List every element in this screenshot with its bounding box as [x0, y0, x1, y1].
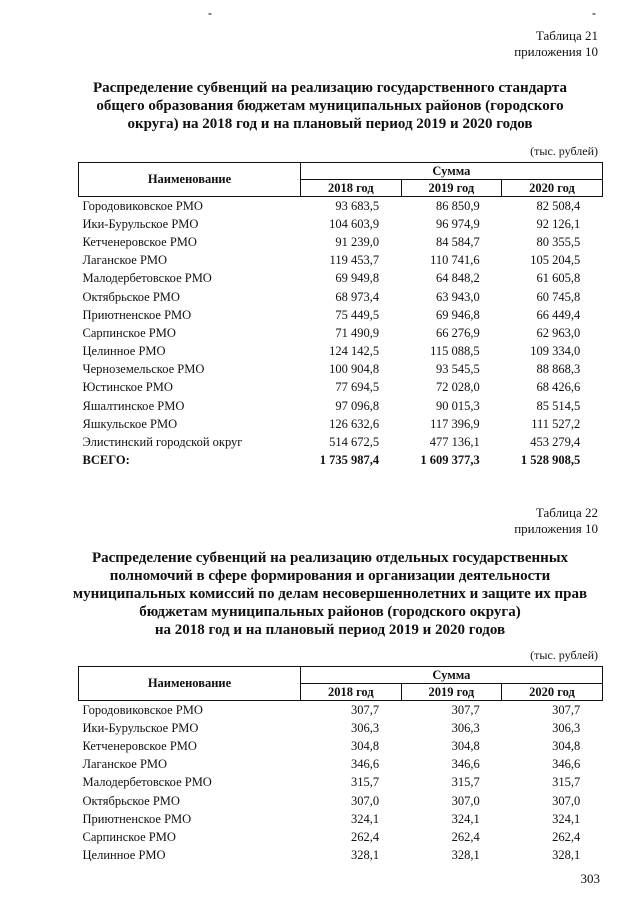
value-2020-cell: 304,8 — [552, 738, 581, 753]
row-name-cell: Малодербетовское РМО — [82, 271, 212, 286]
top-mark-left: - — [208, 6, 212, 20]
value-2018-cell: 306,3 — [350, 720, 380, 735]
value-2019-cell: 307,7 — [451, 702, 480, 717]
value-2019-cell: 66 276,9 — [435, 325, 480, 340]
value-2018-cell: 104 603,9 — [329, 216, 380, 231]
total-row — [79, 452, 603, 470]
value-2018-cell: 514 672,5 — [329, 435, 380, 450]
value-2019-cell: 86 850,9 — [435, 198, 480, 213]
name-column-header: Наименование — [79, 163, 301, 197]
table21-title-line: общего образования бюджетам муниципальных районов (городского — [96, 98, 564, 114]
value-2019-cell: 1 609 377,3 — [420, 453, 480, 468]
value-2018-cell: 307,7 — [350, 702, 380, 717]
value-2020-cell: 453 279,4 — [530, 435, 581, 450]
row-name-cell: Ики-Бурульское РМО — [82, 216, 199, 231]
value-2020-cell: 111 527,2 — [531, 416, 581, 431]
table-row — [79, 215, 603, 233]
table-row — [79, 324, 603, 342]
table-row — [79, 701, 603, 720]
table-row — [79, 397, 603, 415]
value-2020-cell: 262,4 — [552, 829, 581, 844]
value-2019-cell: 69 946,8 — [435, 307, 480, 322]
value-2018-cell: 315,7 — [350, 775, 380, 790]
value-2018-cell: 1 735 987,4 — [319, 453, 380, 468]
table-row — [79, 379, 603, 397]
row-name-cell: Лаганское РМО — [82, 757, 168, 772]
row-name-cell: Яшалтинское РМО — [82, 398, 185, 413]
value-2019-cell: 90 015,3 — [435, 398, 480, 413]
page-number: 303 — [580, 871, 600, 886]
table-row — [79, 233, 603, 251]
table-row — [79, 252, 603, 270]
table21-appendix: приложения 10 — [514, 44, 598, 59]
year-2018-header: 2018 год — [301, 684, 402, 701]
value-2018-cell: 77 694,5 — [335, 380, 380, 395]
value-2020-cell: 88 868,3 — [536, 362, 581, 377]
value-2020-cell: 315,7 — [552, 775, 581, 790]
row-name-cell: Целинное РМО — [82, 344, 166, 359]
table-row — [79, 361, 603, 379]
value-2019-cell: 324,1 — [451, 811, 480, 826]
row-name-cell: Кетченеровское РМО — [82, 234, 197, 249]
row-name-cell: Приютненское РМО — [82, 811, 192, 826]
value-2018-cell: 124 142,5 — [329, 344, 380, 359]
value-2018-cell: 75 449,5 — [335, 307, 380, 322]
table-row — [79, 828, 603, 846]
table-row — [79, 415, 603, 433]
table22-number: Таблица 22 — [535, 505, 598, 520]
table22-title-line: полномочий в сфере формирования и организации деятельности — [109, 568, 551, 584]
table-row — [79, 197, 603, 216]
value-2020-cell: 306,3 — [552, 720, 581, 735]
value-2018-cell: 328,1 — [350, 848, 380, 863]
value-2020-cell: 60 745,8 — [536, 289, 581, 304]
sum-column-header: Сумма — [301, 667, 603, 684]
table22-title — [60, 549, 600, 639]
value-2019-cell: 63 943,0 — [435, 289, 480, 304]
row-name-cell: Октябрьское РМО — [82, 289, 180, 304]
value-2018-cell: 93 683,5 — [335, 198, 380, 213]
year-2019-header: 2019 год — [401, 180, 502, 197]
value-2020-cell: 307,7 — [552, 702, 581, 717]
value-2019-cell: 306,3 — [451, 720, 480, 735]
top-mark-right: - — [592, 6, 596, 20]
value-2018-cell: 119 453,7 — [329, 253, 380, 268]
row-name-cell: Сарпинское РМО — [82, 829, 176, 844]
year-2020-header: 2020 год — [502, 684, 603, 701]
value-2018-cell: 262,4 — [350, 829, 380, 844]
row-name-cell: Сарпинское РМО — [82, 325, 176, 340]
row-name-cell: Октябрьское РМО — [82, 793, 180, 808]
value-2019-cell: 84 584,7 — [435, 234, 480, 249]
table22-title-line: муниципальных комиссий по делам несовершеннолетних и защите их прав — [72, 586, 588, 602]
table21-reference — [514, 28, 598, 60]
row-name-cell: Яшкульское РМО — [82, 416, 178, 431]
table22-appendix: приложения 10 — [514, 521, 598, 536]
row-name-cell: Целинное РМО — [82, 848, 166, 863]
value-2019-cell: 307,0 — [451, 793, 480, 808]
table-row — [79, 737, 603, 755]
sum-column-header: Сумма — [301, 163, 603, 180]
table21-title-line: округа) на 2018 год и на плановый период 2019 и 2020 годов — [127, 116, 533, 132]
table21 — [78, 162, 603, 470]
value-2020-cell: 109 334,0 — [530, 344, 581, 359]
row-name-cell: Черноземельское РМО — [82, 362, 205, 377]
table21-number: Таблица 21 — [535, 28, 598, 43]
value-2020-cell: 80 355,5 — [536, 234, 581, 249]
value-2019-cell: 110 741,6 — [430, 253, 480, 268]
table-row — [79, 847, 603, 865]
row-name-cell: ВСЕГО: — [82, 453, 130, 468]
row-name-cell: Лаганское РМО — [82, 253, 168, 268]
value-2020-cell: 85 514,5 — [536, 398, 581, 413]
value-2020-cell: 61 605,8 — [536, 271, 581, 286]
value-2019-cell: 346,6 — [451, 757, 480, 772]
name-column-header: Наименование — [79, 667, 301, 701]
value-2018-cell: 97 096,8 — [335, 398, 380, 413]
value-2019-cell: 115 088,5 — [430, 344, 480, 359]
table22-title-line: бюджетам муниципальных районов (городского округа) — [139, 604, 521, 620]
value-2020-cell: 324,1 — [552, 811, 581, 826]
table-row — [79, 774, 603, 792]
table-row — [79, 810, 603, 828]
table22-title-line: Распределение субвенций на реализацию отдельных государственных — [91, 550, 569, 566]
value-2020-cell: 92 126,1 — [536, 216, 581, 231]
table22 — [78, 666, 603, 865]
value-2018-cell: 91 239,0 — [335, 234, 380, 249]
value-2018-cell: 126 632,6 — [329, 416, 380, 431]
year-2019-header: 2019 год — [401, 684, 502, 701]
value-2018-cell: 68 973,4 — [335, 289, 380, 304]
value-2018-cell: 324,1 — [350, 811, 380, 826]
value-2019-cell: 117 396,9 — [430, 416, 480, 431]
table21-unit: (тыс. рублей) — [530, 144, 598, 158]
value-2020-cell: 328,1 — [552, 848, 581, 863]
row-name-cell: Юстинское РМО — [82, 380, 173, 395]
value-2020-cell: 66 449,4 — [536, 307, 581, 322]
value-2018-cell: 71 490,9 — [335, 325, 380, 340]
table-row — [79, 343, 603, 361]
value-2020-cell: 62 963,0 — [536, 325, 581, 340]
table22-unit: (тыс. рублей) — [530, 648, 598, 662]
value-2018-cell: 100 904,8 — [329, 362, 380, 377]
row-name-cell: Кетченеровское РМО — [82, 738, 197, 753]
value-2019-cell: 64 848,2 — [435, 271, 480, 286]
table21-title-line: Распределение субвенций на реализацию государственного стандарта — [92, 80, 567, 96]
value-2019-cell: 477 136,1 — [429, 435, 480, 450]
value-2019-cell: 262,4 — [451, 829, 480, 844]
table-row — [79, 270, 603, 288]
table-row — [79, 306, 603, 324]
year-2020-header: 2020 год — [502, 180, 603, 197]
value-2018-cell: 307,0 — [350, 793, 380, 808]
table22-title-line: на 2018 год и на плановый период 2019 и 2020 годов — [154, 622, 506, 638]
value-2020-cell: 346,6 — [552, 757, 581, 772]
row-name-cell: Ики-Бурульское РМО — [82, 720, 199, 735]
value-2020-cell: 307,0 — [552, 793, 581, 808]
table-row — [79, 433, 603, 451]
row-name-cell: Элистинский городской округ — [82, 435, 243, 450]
value-2018-cell: 304,8 — [350, 738, 380, 753]
year-2018-header: 2018 год — [301, 180, 402, 197]
row-name-cell: Малодербетовское РМО — [82, 775, 212, 790]
value-2019-cell: 93 545,5 — [435, 362, 480, 377]
value-2019-cell: 304,8 — [451, 738, 480, 753]
value-2020-cell: 105 204,5 — [530, 253, 581, 268]
value-2020-cell: 68 426,6 — [536, 380, 581, 395]
value-2019-cell: 96 974,9 — [435, 216, 480, 231]
table-row — [79, 792, 603, 810]
value-2020-cell: 82 508,4 — [536, 198, 581, 213]
row-name-cell: Приютненское РМО — [82, 307, 192, 322]
value-2019-cell: 328,1 — [451, 848, 480, 863]
row-name-cell: Городовиковское РМО — [82, 198, 203, 213]
table21-title — [60, 79, 600, 133]
value-2018-cell: 346,6 — [350, 757, 380, 772]
value-2019-cell: 72 028,0 — [435, 380, 480, 395]
row-name-cell: Городовиковское РМО — [82, 702, 203, 717]
table-row — [79, 756, 603, 774]
table-row — [79, 719, 603, 737]
value-2019-cell: 315,7 — [451, 775, 480, 790]
value-2018-cell: 69 949,8 — [335, 271, 380, 286]
table-row — [79, 288, 603, 306]
table22-reference — [514, 505, 598, 537]
value-2020-cell: 1 528 908,5 — [520, 453, 581, 468]
